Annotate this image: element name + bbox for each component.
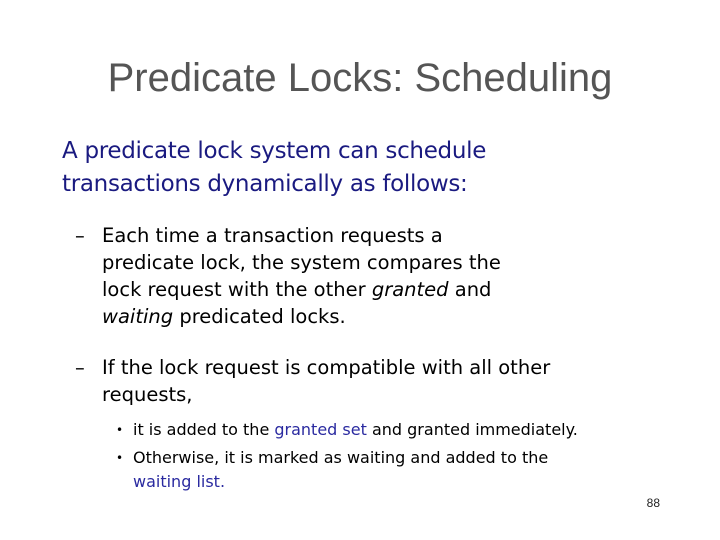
list-item-text: If the lock request is compatible with all other [102,356,551,379]
page-number: 88 [646,496,660,510]
list-item [75,222,675,330]
list-item-text: Each time a transaction requests a [102,224,443,247]
sub-item-text: Otherwise, it is marked as waiting and added to the [133,448,549,467]
highlight-granted-set: granted set [274,420,367,439]
sub-item-text: and granted immediately. [366,420,578,439]
list-item-text: lock request with the other [102,278,372,301]
emphasis-granted: granted [371,278,449,301]
list-item-text: requests, [102,383,193,406]
highlight-waiting-list: waiting list. [133,472,226,491]
list-item-text: and [448,278,492,301]
emphasis-waiting: waiting [102,305,174,328]
dash-marker: – [75,356,85,379]
sub-list-item [116,446,696,494]
list-item [75,354,675,408]
list-item-text: predicated locks. [173,305,346,328]
intro-paragraph [62,135,662,201]
bullet-marker: • [116,423,124,437]
dash-marker: – [75,224,85,247]
slide-title: Predicate Locks: Scheduling [107,56,613,100]
bullet-marker: • [116,451,124,465]
intro-line: transactions dynamically as follows: [62,171,468,197]
sub-item-text: it is added to the [133,420,275,439]
sub-list-item [116,418,696,442]
intro-line: A predicate lock system can schedule [62,138,487,164]
list-item-text: predicate lock, the system compares the [102,251,501,274]
